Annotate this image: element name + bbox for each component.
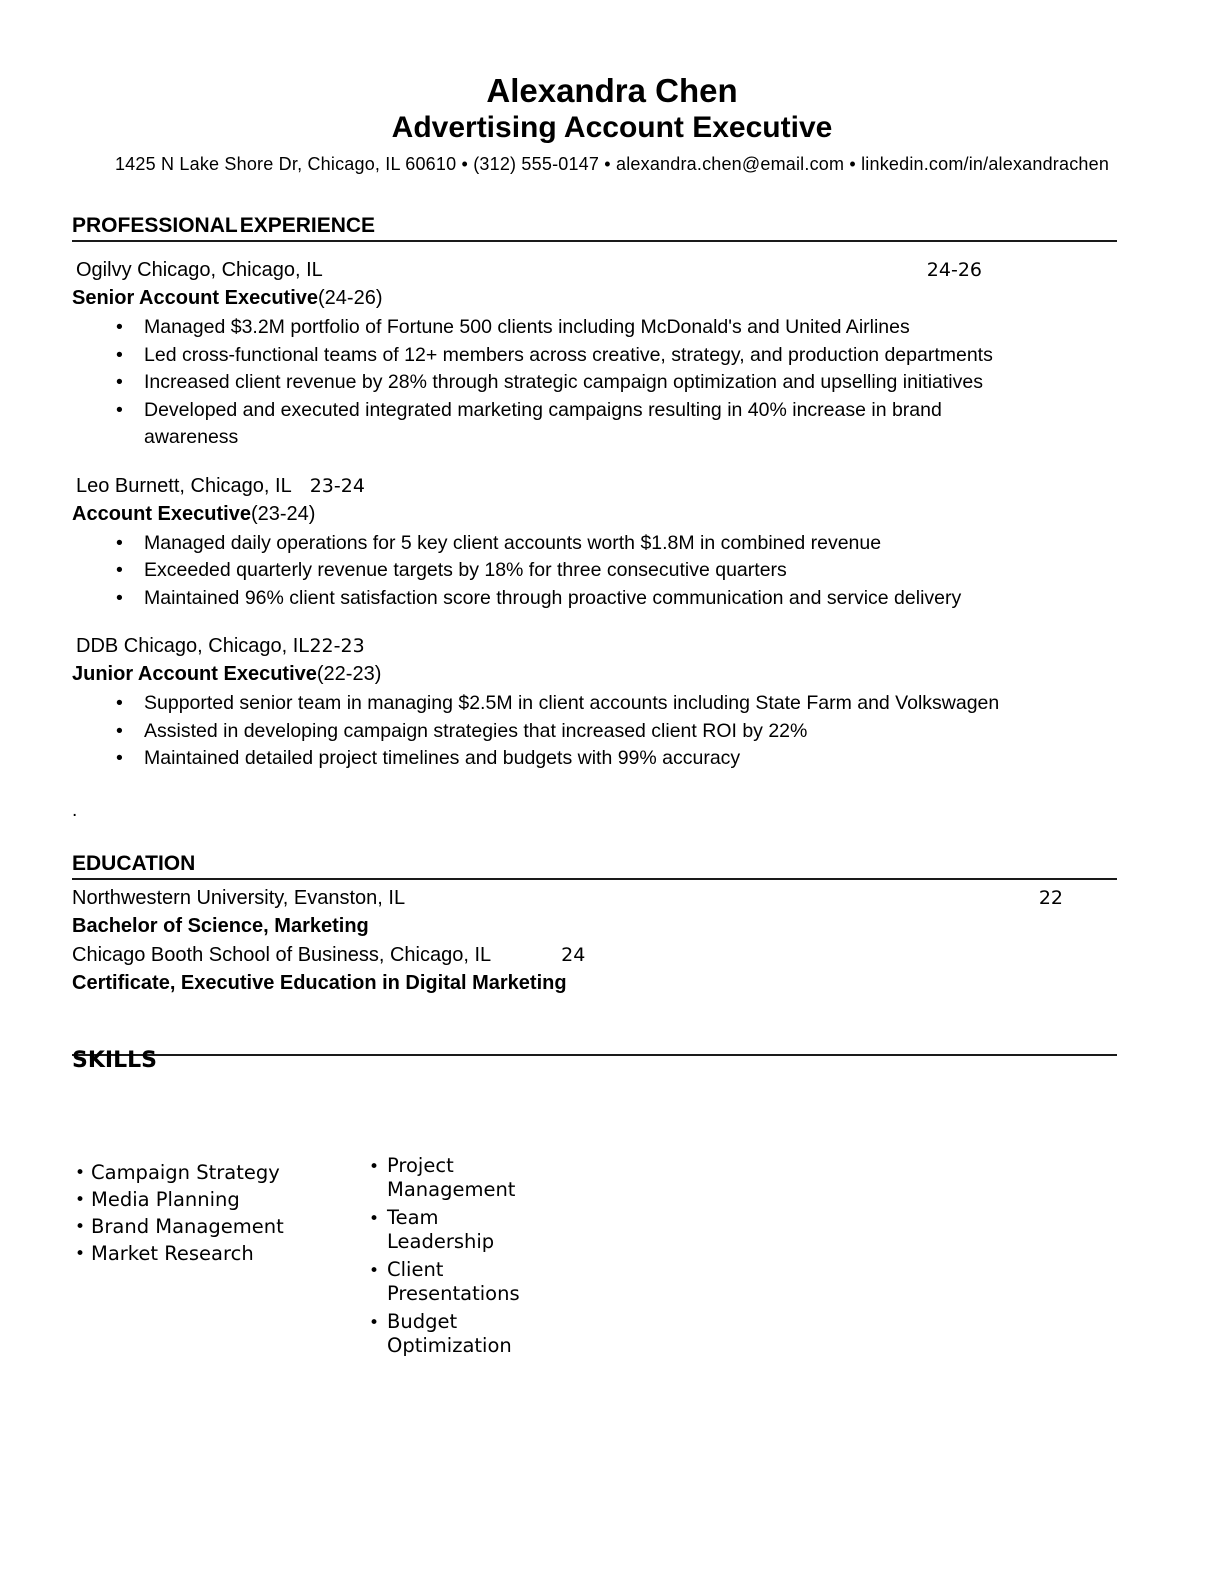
job-dates: 22-23: [309, 635, 365, 657]
job-company: Ogilvy Chicago, Chicago, IL: [76, 259, 323, 281]
job-entry-leo-burnett: [72, 472, 1117, 613]
stray-period: .: [72, 799, 78, 821]
skills-column-2: [368, 1154, 518, 1362]
skills-heading-text: SKILLS: [72, 1047, 157, 1073]
education-school-row: [72, 941, 1117, 970]
job-company-text: Leo Burnett, Chicago, IL: [76, 474, 292, 497]
job-dates: 23-24: [309, 474, 365, 497]
person-name: Alexandra Chen: [486, 72, 738, 109]
bullet-item: • Assisted in developing campaign strategies that increased client ROI by 22%: [72, 718, 1117, 746]
degree-line: Certificate, Executive Education in Digital Marketing: [72, 972, 567, 994]
job-bullet-list: [72, 690, 1117, 773]
education-block: [72, 884, 1117, 998]
job-company-row: [72, 472, 1117, 500]
job-title-row: [72, 284, 1117, 312]
job-title-row: [72, 660, 1117, 688]
school-name: Chicago Booth School of Business, Chicago, IL: [72, 943, 492, 966]
skill-item: • Team Leadership: [368, 1206, 518, 1254]
job-bullet-list: [72, 314, 1117, 452]
bullet-item: • Managed daily operations for 5 key client accounts worth $1.8M in combined revenue: [72, 530, 1117, 558]
bullet-item: • Supported senior team in managing $2.5M in client accounts including State Farm and Volkswagen: [72, 690, 1117, 718]
job-dates: 24-26: [926, 259, 982, 281]
bullet-item: • Maintained 96% client satisfaction score through proactive communication and service delivery: [72, 585, 1117, 613]
job-company-row: [72, 632, 1117, 660]
skill-item: • Project Management: [368, 1154, 518, 1202]
section-heading-education: EDUCATION: [72, 851, 1117, 880]
bullet-item: • Maintained detailed project timelines and budgets with 99% accuracy: [72, 745, 1117, 773]
job-title-dates: (23-24): [250, 502, 316, 525]
job-company: [72, 632, 365, 660]
job-entry-ogilvy: [72, 256, 1117, 452]
job-title: Junior Account Executive: [72, 663, 317, 685]
skills-columns: [72, 1154, 1117, 1362]
section-heading-experience: [72, 213, 1117, 242]
school-date: 22: [1038, 886, 1063, 909]
resume-body: [72, 213, 1117, 1362]
school-name: Northwestern University, Evanston, IL: [72, 886, 406, 909]
bullet-item: • Managed $3.2M portfolio of Fortune 500 clients including McDonald's and United Airlines: [72, 314, 1117, 342]
education-school-row: [72, 884, 1117, 913]
person-title: Advertising Account Executive: [391, 111, 833, 144]
job-company: [72, 472, 365, 500]
skill-item: • Campaign Strategy: [72, 1159, 368, 1186]
resume-header: [0, 0, 1224, 175]
job-title: Account Executive: [72, 502, 251, 525]
job-title-dates: (22-23): [316, 663, 382, 685]
job-title-row: [72, 500, 1117, 528]
bullet-item: • Developed and executed integrated marketing campaigns resulting in 40% increase in brand awareness: [72, 397, 974, 452]
bullet-item: • Increased client revenue by 28% through strategic campaign optimization and upselling initiatives: [72, 369, 1117, 397]
job-entry-ddb: [72, 632, 1117, 773]
job-bullet-list: [72, 530, 1117, 613]
skills-rule: [72, 1054, 1117, 1056]
skill-item: • Budget Optimization: [368, 1310, 518, 1358]
job-company-text: DDB Chicago, Chicago, IL: [76, 635, 310, 657]
section-heading-skills: [72, 1048, 1117, 1078]
job-company-row: [72, 256, 1117, 284]
skill-item: • Media Planning: [72, 1186, 368, 1213]
skills-column-1: [72, 1159, 368, 1362]
degree-line: Bachelor of Science, Marketing: [72, 915, 369, 937]
heading-word-experience: EXPERIENCE: [239, 214, 376, 237]
job-title: Senior Account Executive: [72, 287, 318, 309]
skill-item: • Client Presentations: [368, 1258, 518, 1306]
job-title-dates: (24-26): [318, 287, 383, 309]
heading-word-professional: PROFESSIONAL: [72, 214, 238, 237]
school-date: 24: [561, 943, 586, 966]
skill-item: • Brand Management: [72, 1213, 368, 1240]
skill-item: • Market Research: [72, 1240, 368, 1267]
bullet-item: • Exceeded quarterly revenue targets by 18% for three consecutive quarters: [72, 557, 1117, 585]
bullet-item: • Led cross-functional teams of 12+ members across creative, strategy, and production departments: [72, 342, 1117, 370]
contact-line: 1425 N Lake Shore Dr, Chicago, IL 60610 • (312) 555-0147 • alexandra.chen@email.com • linkedin.com/in/alexandrachen: [114, 154, 1110, 174]
